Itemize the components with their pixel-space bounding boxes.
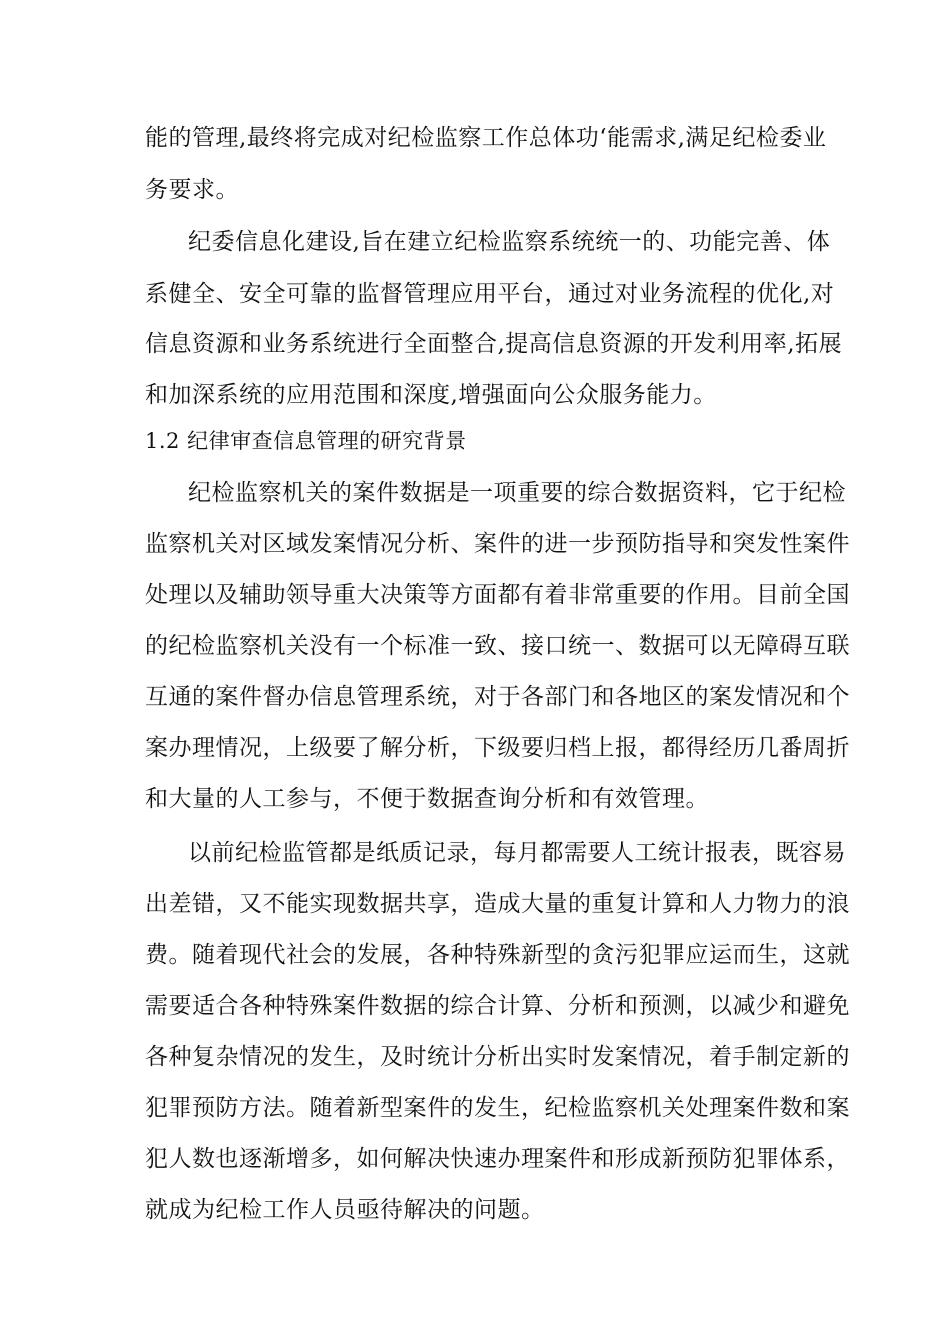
text-line: 以前纪检监管都是纸质记录，每月都需要人工统计报表，既容易 (188, 840, 846, 866)
text-line: 能的管理,最终将完成对纪检监察工作总体功‘能需求,满足纪检委业 (145, 125, 827, 151)
text-line: 系健全、安全可靠的监督管理应用平台，通过对业务流程的优化,对 (145, 281, 835, 307)
text-line: 费。随着现代社会的发展，各种特殊新型的贪污犯罪应运而生，这就 (145, 942, 850, 968)
text-line: 纪检监察机关的案件数据是一项重要的综合数据资料，它于纪检 (188, 480, 846, 506)
text-line: 监察机关对区域发案情况分析、案件的进一步预防指导和突发性案件 (145, 531, 850, 557)
text-line: 需要适合各种特殊案件数据的综合计算、分析和预测，以减少和避免 (145, 993, 850, 1019)
text-line: 和加深系统的应用范围和深度,增强面向公众服务能力。 (145, 382, 717, 408)
text-line: 信息资源和业务系统进行全面整合,提高信息资源的开发利用率,拓展 (145, 331, 843, 357)
text-line: 和大量的人工参与，不便于数据查询分析和有效管理。 (145, 786, 709, 812)
text-line: 的纪检监察机关没有一个标准一致、接口统一、数据可以无障碍互联 (145, 633, 850, 659)
text-line: 互通的案件督办信息管理系统，对于各部门和各地区的案发情况和个 (145, 684, 850, 710)
text-line: 处理以及辅助领导重大决策等方面都有着非常重要的作用。目前全国 (145, 582, 850, 608)
text-line: 就成为纪检工作人员亟待解决的问题。 (145, 1197, 545, 1223)
text-line: 犯人数也逐渐增多，如何解决快速办理案件和形成新预防犯罪体系， (145, 1146, 850, 1172)
section-heading: 1.2 纪律审查信息管理的研究背景 (145, 429, 467, 453)
text-line: 出差错，又不能实现数据共享，造成大量的重复计算和人力物力的浪 (145, 891, 850, 917)
text-line: 各种复杂情况的发生，及时统计分析出实时发案情况，着手制定新的 (145, 1044, 850, 1070)
text-line: 案办理情况，上级要了解分析，下级要归档上报，都得经历几番周折 (145, 735, 850, 761)
text-line: 纪委信息化建设,旨在建立纪检监察系统统一的、功能完善、体 (188, 229, 831, 255)
text-line: 务要求。 (145, 177, 239, 203)
text-line: 犯罪预防方法。随着新型案件的发生，纪检监察机关处理案件数和案 (145, 1095, 850, 1121)
